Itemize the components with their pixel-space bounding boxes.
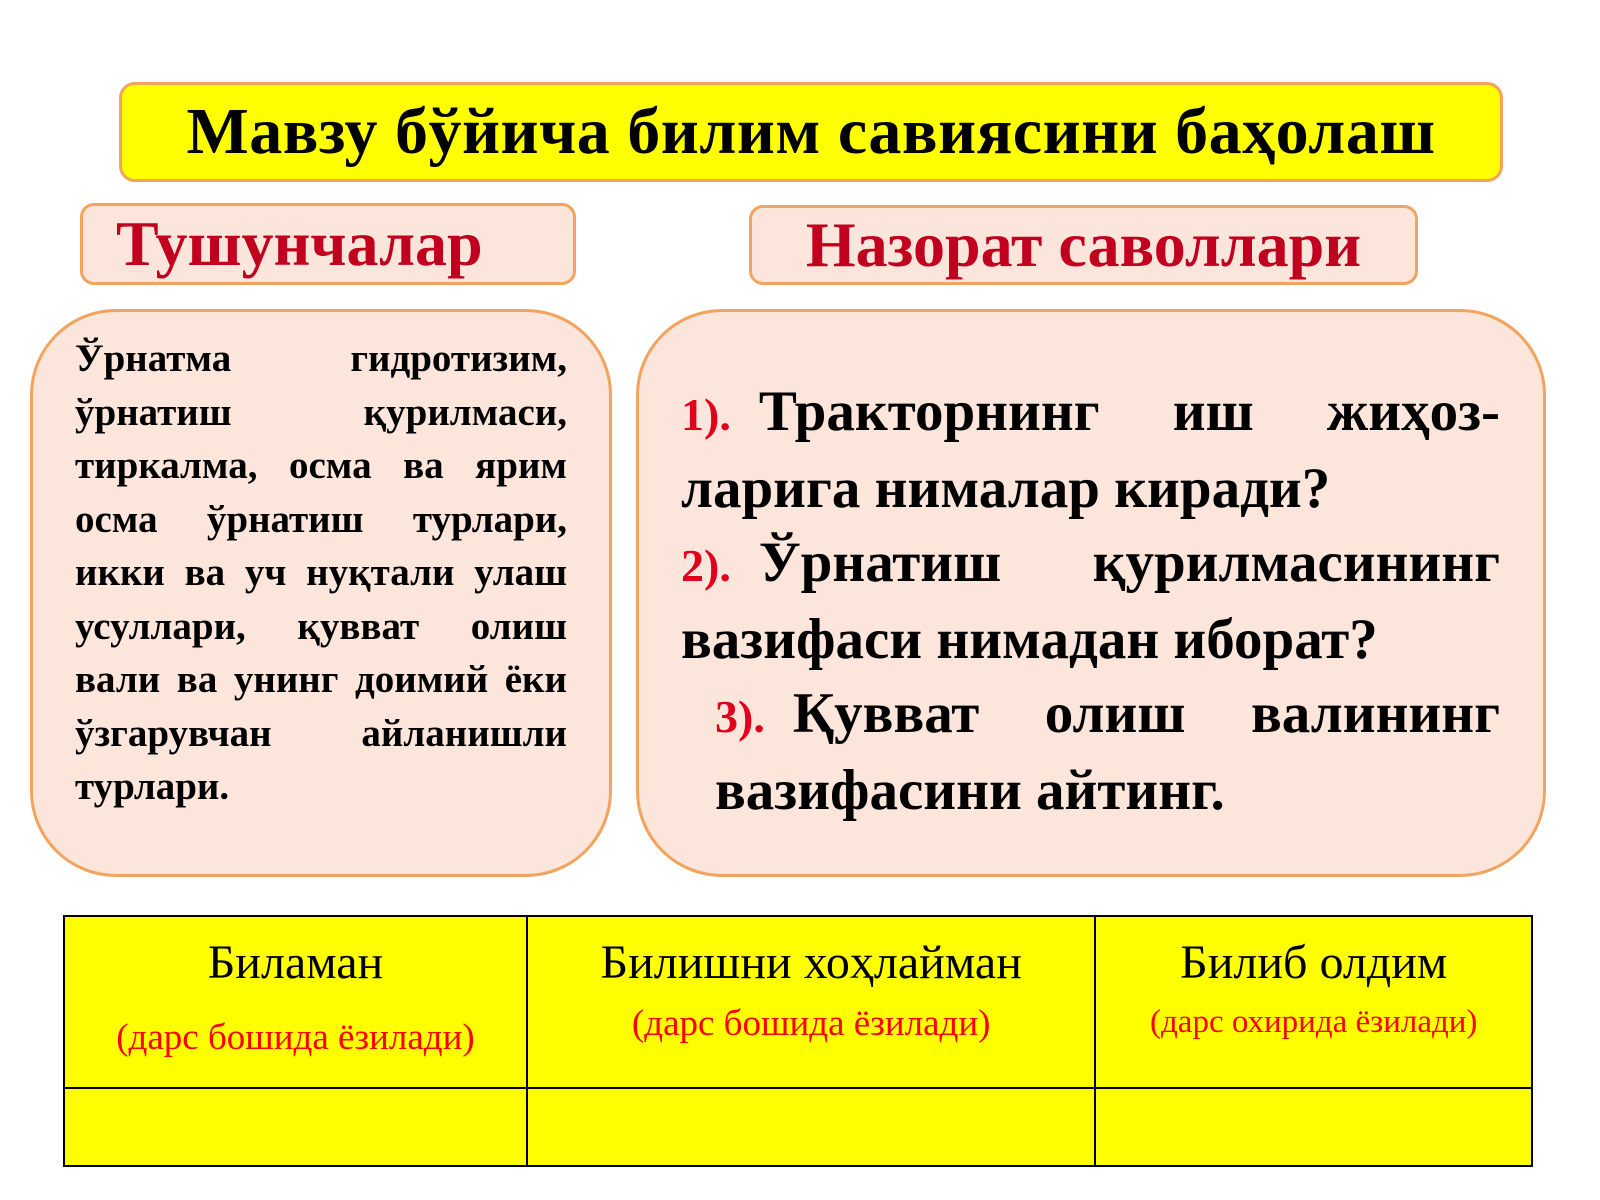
table-row: [64, 1088, 1532, 1166]
questions-heading: Назорат саволлари: [805, 209, 1362, 280]
table-header-cell-know: [64, 916, 527, 1088]
column-note: (дарс охирида ёзилади): [1150, 1004, 1478, 1040]
question-text: Қувват олиш валининг вазифасини айтинг.: [715, 682, 1500, 822]
page-title: Мавзу бўйича билим савиясини баҳолаш: [186, 95, 1436, 168]
kwl-table: [63, 915, 1533, 1167]
questions-list: [681, 375, 1500, 828]
question-number: 3).: [715, 691, 765, 742]
questions-label-box: [749, 205, 1418, 285]
question-text: Ўрнатиш қурилмасининг вазифаси нимадан иборат?: [681, 531, 1500, 671]
table-cell[interactable]: [64, 1088, 527, 1166]
column-note: (дарс бошида ёзилади): [631, 1003, 991, 1044]
concepts-heading: Тушунчалар: [116, 208, 483, 279]
table-header-cell-want: [527, 916, 1096, 1088]
column-note: (дарс бошида ёзилади): [116, 1017, 475, 1058]
question-number: 1).: [681, 389, 731, 440]
title-banner: [119, 82, 1503, 182]
column-title: Биламан: [207, 936, 384, 989]
table-cell[interactable]: [527, 1088, 1096, 1166]
question-item: [681, 526, 1500, 677]
question-number: 2).: [681, 540, 731, 591]
concepts-text: Ўрнатма гидротизим, ўрнатиш қурилмаси, тиркалма, осма ва ярим осма ўрнатиш турлари, икки ва уч нуқтали улаш усуллари, қувват олиш вали ва унинг доимий ёки ўзгарувчан айланишли турлари.: [75, 337, 567, 808]
table-header-cell-learned: [1095, 916, 1532, 1088]
table-header-row: [64, 916, 1532, 1088]
question-text: Тракторнинг иш жиҳоз-ларига нималар киради?: [681, 380, 1500, 520]
concepts-label-box: [80, 203, 576, 285]
question-item: [681, 677, 1500, 828]
table-cell[interactable]: [1095, 1088, 1532, 1166]
column-title: Билишни хоҳлайман: [600, 936, 1022, 989]
question-item: [681, 375, 1500, 526]
column-title: Билиб олдим: [1180, 936, 1448, 989]
